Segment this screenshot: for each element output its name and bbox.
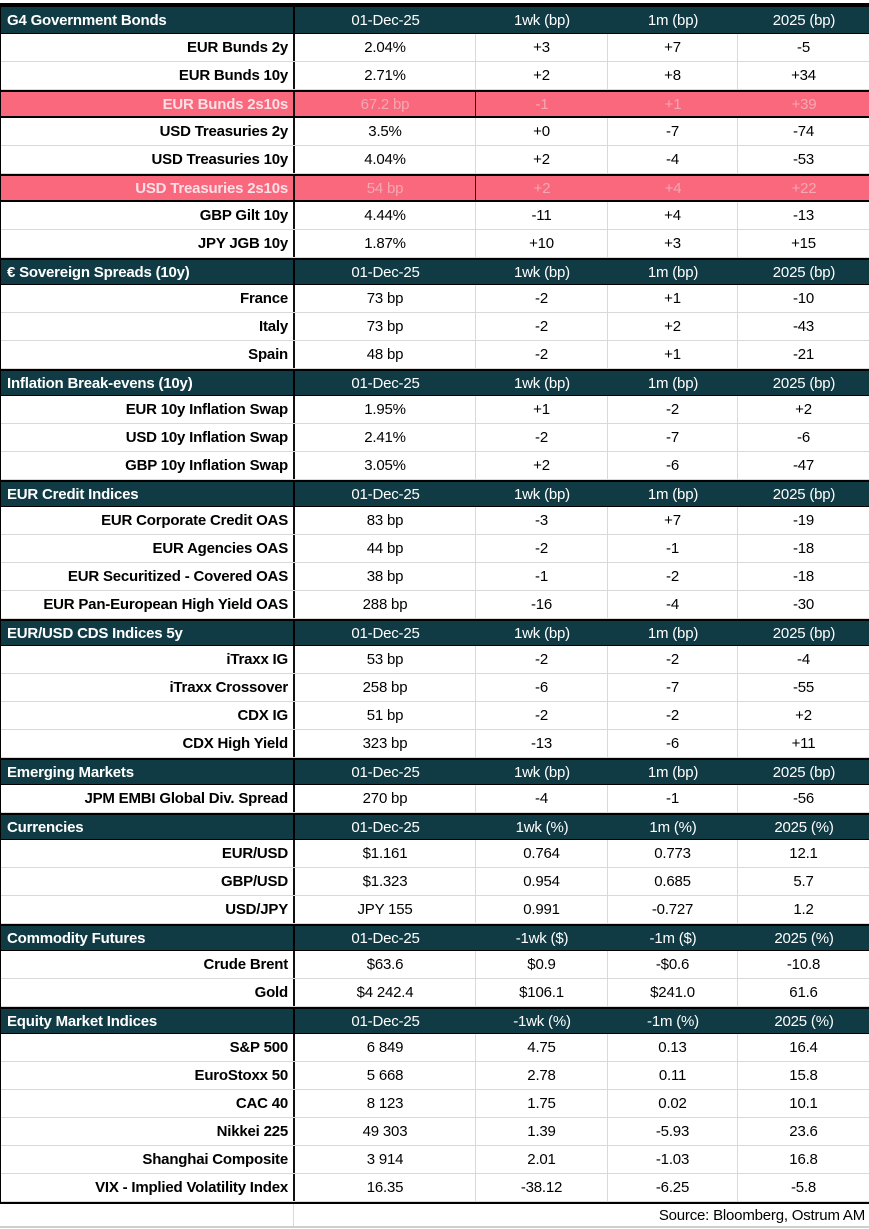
row-label: Shanghai Composite [1, 1146, 295, 1173]
data-row [1, 646, 869, 674]
market-data-table [0, 3, 869, 1202]
column-header: 01-Dec-25 [351, 1012, 420, 1030]
cell-value: +8 [608, 62, 738, 89]
column-header: 1wk (%) [515, 818, 569, 836]
section-title: Emerging Markets [1, 760, 295, 784]
data-row [1, 563, 869, 591]
highlighted-data-row [1, 174, 869, 202]
cell-value: $1.323 [295, 868, 476, 895]
section-title: EUR/USD CDS Indices 5y [1, 621, 295, 645]
row-label: VIX - Implied Volatility Index [1, 1174, 295, 1201]
cell-value: -2 [608, 563, 738, 590]
column-header: 2025 (bp) [772, 11, 836, 29]
cell-value: 1.95% [295, 396, 476, 423]
cell-value: 10.1 [738, 1090, 869, 1117]
cell-value: -16 [476, 591, 608, 618]
data-row [1, 591, 869, 619]
cell-value: +7 [608, 507, 738, 534]
cell-value: -2 [608, 646, 738, 673]
cell-value: +10 [476, 230, 608, 257]
cell-value: -2 [476, 535, 608, 562]
section-header-row [1, 813, 869, 840]
row-label: EUR Agencies OAS [1, 535, 295, 562]
data-row [1, 951, 869, 979]
cell-value: -5 [738, 34, 869, 61]
data-row [1, 341, 869, 369]
cell-value: +3 [608, 230, 738, 257]
row-label: CDX IG [1, 702, 295, 729]
cell-value: 2.41% [295, 424, 476, 451]
row-label: USD Treasuries 2y [1, 118, 295, 145]
cell-value: -1 [535, 95, 549, 113]
section-title: Commodity Futures [1, 926, 295, 950]
cell-value: +2 [476, 146, 608, 173]
column-header: 2025 (%) [774, 818, 834, 836]
cell-value: 1.75 [476, 1090, 608, 1117]
row-label: iTraxx Crossover [1, 674, 295, 701]
cell-value: -18 [738, 563, 869, 590]
highlighted-data-row [1, 90, 869, 118]
section-header-row [1, 369, 869, 396]
cell-value: 51 bp [295, 702, 476, 729]
cell-value: 16.35 [295, 1174, 476, 1201]
cell-value: 3 914 [295, 1146, 476, 1173]
cell-value: $106.1 [476, 979, 608, 1006]
data-row [1, 424, 869, 452]
cell-value: +1 [664, 95, 682, 113]
cell-value: 4.44% [295, 202, 476, 229]
cell-value: 2.78 [476, 1062, 608, 1089]
cell-value: 49 303 [295, 1118, 476, 1145]
cell-value: 4.75 [476, 1034, 608, 1061]
column-header: 1wk (bp) [514, 11, 570, 29]
row-label: Gold [1, 979, 295, 1006]
cell-value: -1 [476, 563, 608, 590]
cell-value: $63.6 [295, 951, 476, 978]
cell-value: JPY 155 [295, 896, 476, 923]
cell-value: 83 bp [295, 507, 476, 534]
row-label: EUR/USD [1, 840, 295, 867]
cell-value: -2 [476, 424, 608, 451]
data-row [1, 868, 869, 896]
cell-value: -2 [608, 396, 738, 423]
cell-value: +4 [608, 202, 738, 229]
cell-value: +2 [738, 396, 869, 423]
column-header: 01-Dec-25 [351, 263, 420, 281]
cell-value: -3 [476, 507, 608, 534]
column-header: 01-Dec-25 [351, 374, 420, 392]
cell-value: +11 [738, 730, 869, 757]
row-label: France [1, 285, 295, 312]
cell-value: +2 [476, 62, 608, 89]
cell-value: +1 [476, 396, 608, 423]
section-header-row [1, 924, 869, 951]
column-header: 2025 (bp) [772, 485, 836, 503]
cell-value: 1.39 [476, 1118, 608, 1145]
section-title: Inflation Break-evens (10y) [1, 371, 295, 395]
source-note: Source: Bloomberg, Ostrum AM [658, 1206, 865, 1224]
column-header: 1m (%) [649, 818, 697, 836]
cell-value: 73 bp [295, 313, 476, 340]
cell-value: 48 bp [295, 341, 476, 368]
data-row [1, 202, 869, 230]
cell-value: 5 668 [295, 1062, 476, 1089]
data-row [1, 62, 869, 90]
cell-value: -21 [738, 341, 869, 368]
section-title: € Sovereign Spreads (10y) [1, 260, 295, 284]
section-title: Equity Market Indices [1, 1009, 295, 1033]
cell-value: -5.8 [738, 1174, 869, 1201]
column-header: 01-Dec-25 [351, 763, 420, 781]
cell-value: 0.991 [476, 896, 608, 923]
cell-value: -4 [738, 646, 869, 673]
cell-value: -47 [738, 452, 869, 479]
cell-value: 2.01 [476, 1146, 608, 1173]
data-row [1, 285, 869, 313]
cell-value: 258 bp [295, 674, 476, 701]
data-row [1, 230, 869, 258]
column-header: 2025 (bp) [772, 374, 836, 392]
cell-value: -$0.6 [608, 951, 738, 978]
column-header: 1wk (bp) [514, 763, 570, 781]
cell-value: +0 [476, 118, 608, 145]
cell-value: 5.7 [738, 868, 869, 895]
column-header: 01-Dec-25 [351, 485, 420, 503]
data-row [1, 313, 869, 341]
cell-value: 67.2 bp [295, 92, 476, 116]
data-row [1, 979, 869, 1007]
cell-value: -1.03 [608, 1146, 738, 1173]
cell-value: -6 [476, 674, 608, 701]
cell-value: -2 [476, 702, 608, 729]
cell-value: 15.8 [738, 1062, 869, 1089]
cell-value: -6.25 [608, 1174, 738, 1201]
cell-value: $0.9 [476, 951, 608, 978]
cell-value: 44 bp [295, 535, 476, 562]
data-row [1, 535, 869, 563]
cell-value: +1 [608, 341, 738, 368]
cell-value: -4 [608, 146, 738, 173]
row-label: Nikkei 225 [1, 1118, 295, 1145]
cell-value: +15 [738, 230, 869, 257]
section-header-row [1, 480, 869, 507]
row-label: JPY JGB 10y [1, 230, 295, 257]
cell-value: -5.93 [608, 1118, 738, 1145]
cell-value: -2 [476, 646, 608, 673]
data-row [1, 702, 869, 730]
data-row [1, 730, 869, 758]
cell-value: 0.954 [476, 868, 608, 895]
column-header: 01-Dec-25 [351, 929, 420, 947]
column-header: 01-Dec-25 [351, 11, 420, 29]
data-row [1, 896, 869, 924]
cell-value: $4 242.4 [295, 979, 476, 1006]
section-header-row [1, 758, 869, 785]
cell-value: -10.8 [738, 951, 869, 978]
cell-value: 2.04% [295, 34, 476, 61]
cell-value: 3.5% [295, 118, 476, 145]
column-header: 2025 (bp) [772, 263, 836, 281]
cell-value: -7 [608, 118, 738, 145]
column-header: 2025 (%) [774, 1012, 834, 1030]
row-label: S&P 500 [1, 1034, 295, 1061]
section-header-row [1, 619, 869, 646]
cell-value: 1.2 [738, 896, 869, 923]
section-title: EUR Credit Indices [1, 482, 295, 506]
section-header-row [1, 7, 869, 34]
cell-value: -2 [476, 313, 608, 340]
cell-value: 0.764 [476, 840, 608, 867]
cell-value: 16.8 [738, 1146, 869, 1173]
data-row [1, 34, 869, 62]
section-header-row [1, 1007, 869, 1034]
row-label: EUR Bunds 2y [1, 34, 295, 61]
cell-value: -19 [738, 507, 869, 534]
cell-value: -1 [608, 785, 738, 812]
cell-value: 270 bp [295, 785, 476, 812]
data-row [1, 396, 869, 424]
column-header: 1wk (bp) [514, 485, 570, 503]
row-label: Italy [1, 313, 295, 340]
cell-value: -10 [738, 285, 869, 312]
section-title: Currencies [1, 815, 295, 839]
column-header: -1wk ($) [515, 929, 569, 947]
row-label: GBP/USD [1, 868, 295, 895]
data-row [1, 1118, 869, 1146]
data-row [1, 452, 869, 480]
column-header: 1m (bp) [647, 624, 699, 642]
cell-value: 0.773 [608, 840, 738, 867]
cell-value: 288 bp [295, 591, 476, 618]
column-header: 1m (bp) [647, 11, 699, 29]
cell-value: 323 bp [295, 730, 476, 757]
row-label: iTraxx IG [1, 646, 295, 673]
cell-value: 23.6 [738, 1118, 869, 1145]
row-label: GBP Gilt 10y [1, 202, 295, 229]
cell-value: 12.1 [738, 840, 869, 867]
cell-value: -7 [608, 674, 738, 701]
cell-value: +39 [791, 95, 817, 113]
column-header: 2025 (bp) [772, 624, 836, 642]
cell-value: -74 [738, 118, 869, 145]
cell-value: +2 [533, 179, 551, 197]
row-label: CAC 40 [1, 1090, 295, 1117]
footer-spacer [0, 1204, 294, 1226]
data-row [1, 1090, 869, 1118]
cell-value: -55 [738, 674, 869, 701]
row-label: EUR 10y Inflation Swap [1, 396, 295, 423]
column-header: 2025 (%) [774, 929, 834, 947]
footer-row [0, 1202, 869, 1228]
cell-value: -38.12 [476, 1174, 608, 1201]
cell-value: -4 [476, 785, 608, 812]
cell-value: $241.0 [608, 979, 738, 1006]
cell-value: -2 [476, 341, 608, 368]
cell-value: 61.6 [738, 979, 869, 1006]
cell-value: +2 [608, 313, 738, 340]
data-row [1, 1174, 869, 1202]
cell-value: -6 [738, 424, 869, 451]
row-label: USD Treasuries 10y [1, 146, 295, 173]
data-row [1, 674, 869, 702]
column-header: 01-Dec-25 [351, 818, 420, 836]
row-label: Spain [1, 341, 295, 368]
cell-value: 54 bp [295, 176, 476, 200]
row-label: USD Treasuries 2s10s [1, 176, 295, 200]
cell-value: -7 [608, 424, 738, 451]
cell-value: $1.161 [295, 840, 476, 867]
cell-value: -6 [608, 452, 738, 479]
column-header: 2025 (bp) [772, 763, 836, 781]
cell-value: -13 [738, 202, 869, 229]
column-header: -1wk (%) [513, 1012, 571, 1030]
cell-value: 8 123 [295, 1090, 476, 1117]
column-header: 1wk (bp) [514, 263, 570, 281]
cell-value: +3 [476, 34, 608, 61]
cell-value: +2 [476, 452, 608, 479]
cell-value: 3.05% [295, 452, 476, 479]
row-label: GBP 10y Inflation Swap [1, 452, 295, 479]
cell-value: -1 [608, 535, 738, 562]
row-label: USD/JPY [1, 896, 295, 923]
column-header: 1m (bp) [647, 263, 699, 281]
cell-value: 73 bp [295, 285, 476, 312]
row-label: EuroStoxx 50 [1, 1062, 295, 1089]
row-label: CDX High Yield [1, 730, 295, 757]
cell-value: -30 [738, 591, 869, 618]
data-row [1, 146, 869, 174]
cell-value: +2 [738, 702, 869, 729]
row-label: EUR Bunds 2s10s [1, 92, 295, 116]
cell-value: -6 [608, 730, 738, 757]
cell-value: 2.71% [295, 62, 476, 89]
row-label: JPM EMBI Global Div. Spread [1, 785, 295, 812]
data-row [1, 785, 869, 813]
column-header: 1wk (bp) [514, 624, 570, 642]
data-row [1, 118, 869, 146]
column-header: 1m (bp) [647, 374, 699, 392]
cell-value: 0.02 [608, 1090, 738, 1117]
cell-value: +4 [664, 179, 682, 197]
row-label: EUR Securitized - Covered OAS [1, 563, 295, 590]
cell-value: +22 [791, 179, 817, 197]
cell-value: -43 [738, 313, 869, 340]
cell-value: 1.87% [295, 230, 476, 257]
column-header: 01-Dec-25 [351, 624, 420, 642]
cell-value: -11 [476, 202, 608, 229]
data-row [1, 1034, 869, 1062]
cell-value: -4 [608, 591, 738, 618]
section-title: G4 Government Bonds [1, 7, 295, 33]
data-row [1, 1146, 869, 1174]
row-label: EUR Pan-European High Yield OAS [1, 591, 295, 618]
column-header: 1m (bp) [647, 763, 699, 781]
column-header: 1m (bp) [647, 485, 699, 503]
cell-value: -18 [738, 535, 869, 562]
cell-value: 38 bp [295, 563, 476, 590]
cell-value: 16.4 [738, 1034, 869, 1061]
cell-value: 4.04% [295, 146, 476, 173]
row-label: USD 10y Inflation Swap [1, 424, 295, 451]
cell-value: +1 [608, 285, 738, 312]
cell-value: -13 [476, 730, 608, 757]
cell-value: +34 [738, 62, 869, 89]
cell-value: -0.727 [608, 896, 738, 923]
column-header: -1m (%) [647, 1012, 699, 1030]
row-label: EUR Corporate Credit OAS [1, 507, 295, 534]
cell-value: 0.11 [608, 1062, 738, 1089]
cell-value: -2 [476, 285, 608, 312]
cell-value: -53 [738, 146, 869, 173]
column-header: 1wk (bp) [514, 374, 570, 392]
data-row [1, 507, 869, 535]
cell-value: -2 [608, 702, 738, 729]
cell-value: 0.13 [608, 1034, 738, 1061]
data-row [1, 840, 869, 868]
cell-value: 6 849 [295, 1034, 476, 1061]
section-header-row [1, 258, 869, 285]
cell-value: 53 bp [295, 646, 476, 673]
row-label: EUR Bunds 10y [1, 62, 295, 89]
column-header: -1m ($) [649, 929, 697, 947]
cell-value: -56 [738, 785, 869, 812]
row-label: Crude Brent [1, 951, 295, 978]
data-row [1, 1062, 869, 1090]
cell-value: 0.685 [608, 868, 738, 895]
cell-value: +7 [608, 34, 738, 61]
